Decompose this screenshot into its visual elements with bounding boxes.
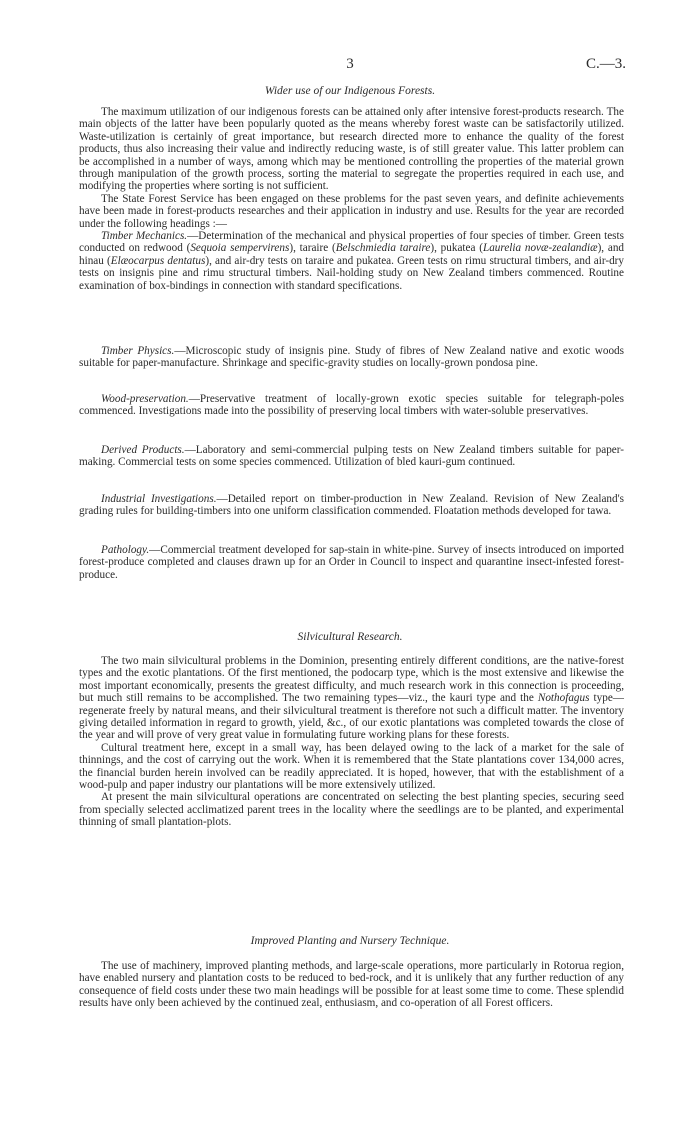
section-derived-products <box>79 444 624 469</box>
section-wood-preservation <box>79 393 624 418</box>
section-title-improved-planting: Improved Planting and Nursery Technique. <box>250 935 450 947</box>
text-wood-preservation: —Preservative treatment of locally-grown exotic species suitable for telegraph-poles commenced. Investigations made into the possibility of preserving local timbers with water-soluble preservatives. <box>79 393 624 418</box>
section-title-wider-use: Wider use of our Indigenous Forests. <box>264 85 436 97</box>
species-taraire: Belschmiedia taraire <box>335 242 431 255</box>
section-industrial-investigations <box>79 493 624 518</box>
genus-nothofagus: Nothofagus <box>537 692 590 705</box>
section-wider-use-intro <box>79 106 624 292</box>
section-pathology <box>79 544 624 581</box>
paragraph-utilization: The maximum utilization of our indigenous forests can be attained only after intensive forest-products research. The main objects of the latter have been popularly quoted as the means whereby forest waste can be satisfactorily utilized. Waste-utilization is certainly of great importance, but research directed more to enhance the quality of the forest products, thus also increasing their value and indirectly reducing waste, is of still greater value. This latter problem can be accomplished in a number of ways, among which may be mentioned controlling the properties of the material grown through manipulation of the growth process, sorting the material to segregate the properties required in each use, and modifying the properties where sorting is not sufficient. <box>79 106 624 193</box>
heading-timber-physics: Timber Physics. <box>101 345 175 357</box>
page-number: 3 <box>346 56 354 72</box>
heading-wood-preservation: Wood-preservation. <box>101 393 189 405</box>
text-pathology: —Commercial treatment developed for sap-stain in white-pine. Survey of insects introduced on imported forest-produce completed and clauses drawn up for an Order in Council to inspect and quarantine insect-infested forest-produce. <box>79 544 624 581</box>
heading-derived-products: Derived Products. <box>101 444 185 456</box>
section-improved-planting <box>79 960 624 1010</box>
species-pukatea: Laurelia novæ-zealandiæ <box>482 242 598 255</box>
paragraph-silvicultural-operations: At present the main silvicultural operations are concentrated on selecting the best planting species, securing seed from specially selected acclimatized parent trees in the locality where the seedlings are to be planted, and experimental thinning of small plantation-plots. <box>79 791 624 829</box>
section-timber-physics <box>79 345 624 370</box>
text-industrial-investigations: —Detailed report on timber-production in New Zealand. Revision of New Zealand's grading rules for building-timbers into one uniform classification commended. Floatation methods developed for tawa. <box>79 493 624 518</box>
paragraph-silvicultural-problems: The two main silvicultural problems in the Dominion, presenting entirely different conditions, are the native-forest types and the exotic plantations. Of the first mentioned, the podocarp type, which is the most extensive and likewise the most important economically, presents the greatest difficulty, and much research work in this connection is proceeding, but much still remains to be accomplished. The two remaining types—viz., the kauri type and the Nothofagus type—regenerate freely by natural means, and their silvicultural treatment is therefore not such a difficult matter. The inventory giving detailed information in regard to growth, yield, &c., of our exotic plantations was completed towards the close of the year and will prove of very great value in formulating future working plans for these forests. <box>79 655 624 742</box>
paragraph-state-forest-service: The State Forest Service has been engaged on these problems for the past seven years, and definite achievements have been made in forest-products researches and their application in industry and use. Results for the year are recorded under the following headings :— <box>79 192 624 230</box>
species-redwood: Sequoia sempervirens <box>190 242 290 255</box>
heading-pathology: Pathology. <box>101 544 150 556</box>
heading-industrial-investigations: Industrial Investigations. <box>101 493 217 505</box>
heading-timber-mechanics: Timber Mechanics. <box>101 230 188 243</box>
text-timber-physics: —Microscopic study of insignis pine. Study of fibres of New Zealand native and exotic woods suitable for paper-manufacture. Shrinkage and specific-gravity studies on locally-grown pondosa pine. <box>79 345 625 370</box>
paragraph-cultural-treatment: Cultural treatment here, except in a small way, has been delayed owing to the lack of a market for the sale of thinnings, and the cost of carrying out the work. When it is remembered that the State plantations cover 134,000 acres, the financial burden herein involved can be readily appreciated. It is hoped, however, that with the establishment of a wood-pulp and paper industry our plantations will be more extensively utilized. <box>79 741 624 792</box>
text-derived-products: —Laboratory and semi-commercial pulping tests on New Zealand timbers suitable for paper-making. Commercial tests on some species commenced. Utilization of bled kauri-gum continued. <box>79 444 624 469</box>
section-title-silvicultural-research: Silvicultural Research. <box>297 631 403 643</box>
section-silvicultural-research <box>79 655 624 829</box>
paragraph-timber-mechanics: Timber Mechanics.—Determination of the mechanical and physical properties of four species of timber. Green tests conducted on redwood (Sequoia sempervirens), taraire (Belschmiedia taraire), pukatea (Laurelia novæ-zealandiæ), and hinau (Elæocarpus dentatus), and air-dry tests on taraire and pukatea. Green tests on rimu structural timbers, and air-dry tests on insignis pine and rimu structural timbers. Nail-holding study on New Zealand timbers commenced. Routine examination of box-bindings in connection with standard specifications. <box>79 230 625 292</box>
species-hinau: Elæocarpus dentatus <box>110 254 206 267</box>
paragraph-machinery: The use of machinery, improved planting methods, and large-scale operations, more particularly in Rotorua region, have enabled nursery and plantation costs to be reduced to bed-rock, and it is unlikely that any further reduction of any consequence of field costs under these two main headings will be possible for at least some time to come. These splendid results have only been achieved by the continued zeal, enthusiasm, and co-operation of all Forest officers. <box>79 960 624 1010</box>
document-reference: C.—3. <box>585 56 626 72</box>
